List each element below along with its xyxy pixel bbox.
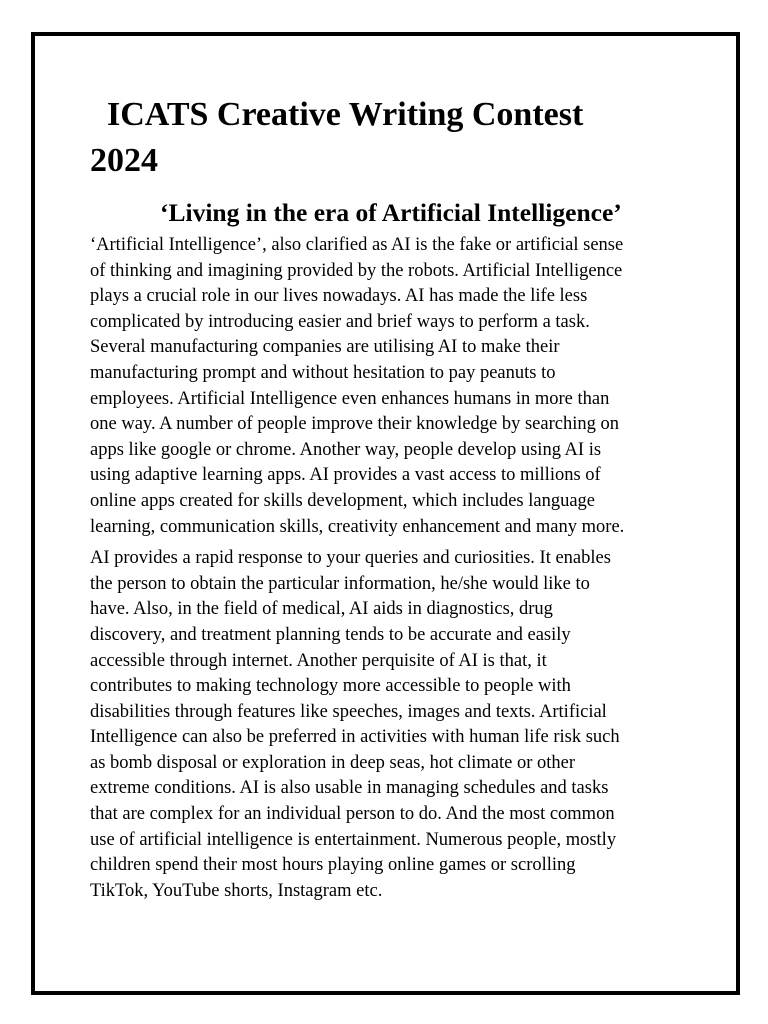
document-body bbox=[90, 92, 680, 910]
contest-title: ICATS Creative Writing Contest 2024 bbox=[90, 96, 584, 179]
paragraph-1: ‘Artificial Intelligence’, also clarified as AI is the fake or artificial sense of thinking and imagining provided by the robots. Artificial Intelligence plays a crucial role in our lives nowadays. AI has made the life less complicated by introducing easier and brief ways to perform a task. Several manufacturing companies are utilising AI to make their manufacturing prompt and without hesitation to pay peanuts to employees. Artificial Intelligence even enhances humans in more than one way. A number of people improve their knowledge by searching on apps like google or chrome. Another way, people develop using AI is using adaptive learning apps. AI provides a vast access to millions of online apps created for skills development, which includes language learning, communication skills, creativity enhancement and many more. bbox=[90, 235, 625, 537]
essay-title: ‘Living in the era of Artificial Intelligence’ bbox=[160, 198, 622, 227]
paragraph-2: AI provides a rapid response to your queries and curiosities. It enables the person to obtain the particular information, he/she would like to have. Also, in the field of medical, AI aids in diagnostics, drug discovery, and treatment planning tends to be accurate and easily accessible through internet. Another perquisite of AI is that, it contributes to making technology more accessible to people with disabilities through features like speeches, images and texts. Artificial Intelligence can also be preferred in activities with human life risk such as bomb disposal or exploration in deep seas, hot climate or other extreme conditions. AI is also usable in managing schedules and tasks that are complex for an individual person to do. And the most common use of artificial intelligence is entertainment. Numerous people, mostly children spend their most hours playing online games or scrolling TikTok, YouTube shorts, Instagram etc. bbox=[90, 548, 620, 901]
